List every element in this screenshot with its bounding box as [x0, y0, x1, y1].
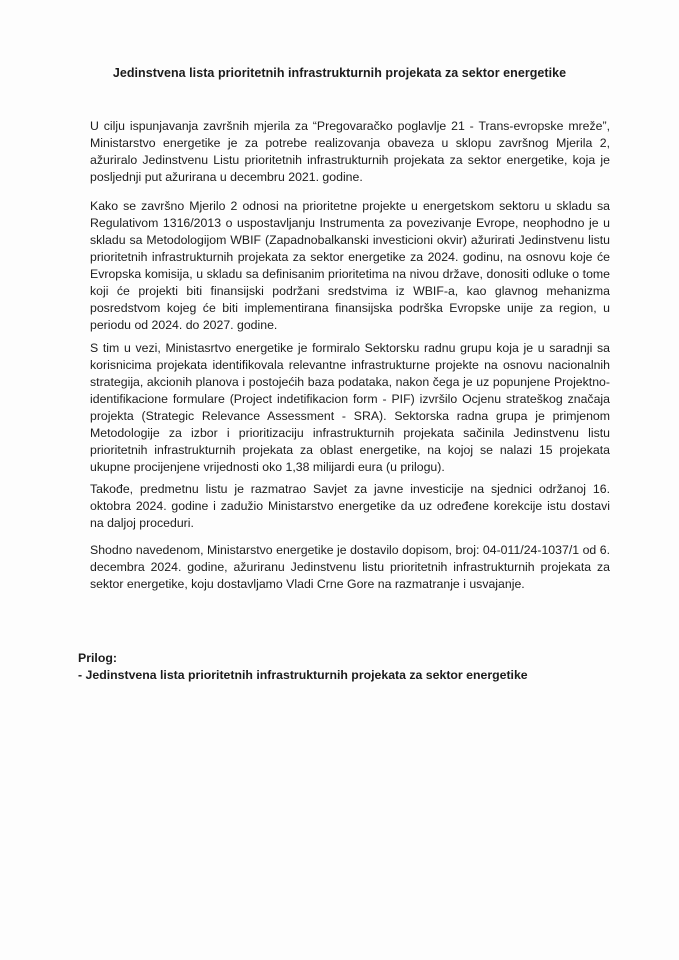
paragraph-1: U cilju ispunjavanja završnih mjerila za “Pregovaračko poglavlje 21 - Trans-evropske mreže”, Ministarstvo energetike je za potrebe realizovanja obaveza u sklopu završnog Mjerila 2, ažuriralo Jedinstvenu Listu prioritetnih infrastrukturnih projekata za sektor energetike, koja je posljednji put ažurirana u decembru 2021. godine. [90, 119, 610, 184]
paragraph-3: S tim u vezi, Ministasrtvo energetike je formiralo Sektorsku radnu grupu koja je u saradnji sa korisnicima projekata identifikovala relevantne infrastrukturne projekte na osnovu nacionalnih strategija, akcionih planova i postojećih baza podataka, nakon čega je uz popunjene Projektno-identifikacione formulare (Project indetifikacion form - PIF) izvršilo Ocjenu strateškog značaja projekta (Strategic Relevance Assessment - SRA). Sektorska radna grupa je primjenom Metodologije za izbor i prioritizaciju infrastrukturnih projekata sačinila Jedinstvenu listu prioritetnih infrastrukturnih projekata za oblast energetike, na kojoj se nalazi 15 projekata ukupne procijenjene vrijednosti oko 1,38 milijardi eura (u prilogu). [90, 341, 610, 474]
document-title: Jedinstvena lista prioritetnih infrastrukturnih projekata za sektor energetike [112, 66, 567, 80]
attachment-label: Prilog: [78, 651, 117, 665]
attachment-section [78, 650, 598, 684]
paragraph-2: Kako se završno Mjerilo 2 odnosi na prioritetne projekte u energetskom sektoru u skladu sa Regulativom 1316/2013 o uspostavljanju Instrumenta za povezivanje Evrope, neophodno je u skladu sa Metodologijom WBIF (Zapadnobalkanski investicioni okvir) ažurirati Jedinstvenu listu prioritetnih infrastrukturnih projekata za sektor energetike za 2024. godinu, na osnovu koje će Evropska komisija, u skladu sa definisanim prioritetima na nivou države, donositi odluke o tome koji će projekti biti finansijski podržani sredstvima iz WBIF-a, kao glavnog mehanizma posredstvom kojeg će biti implementirana finansijska podrška Evropske unije za region, u periodu od 2024. do 2027. godine. [90, 199, 610, 332]
paragraph-5: Shodno navedenom, Ministarstvo energetike je dostavilo dopisom, broj: 04-011/24-1037/1 od 6. decembra 2024. godine, ažuriranu Jedinstvenu listu prioritetnih infrastrukturnih projekata za sektor energetike, koju dostavljamo Vladi Crne Gore na razmatranje i usvajanje. [90, 543, 610, 591]
attachment-item: - Jedinstvena lista prioritetnih infrastrukturnih projekata za sektor energetike [78, 668, 528, 682]
paragraph-4: Takođe, predmetnu listu je razmatrao Savjet za javne investicije na sjednici održanoj 16. oktobra 2024. godine i zadužio Ministarstvo energetike da uz određene korekcije istu dostavi na daljoj proceduri. [90, 482, 610, 530]
